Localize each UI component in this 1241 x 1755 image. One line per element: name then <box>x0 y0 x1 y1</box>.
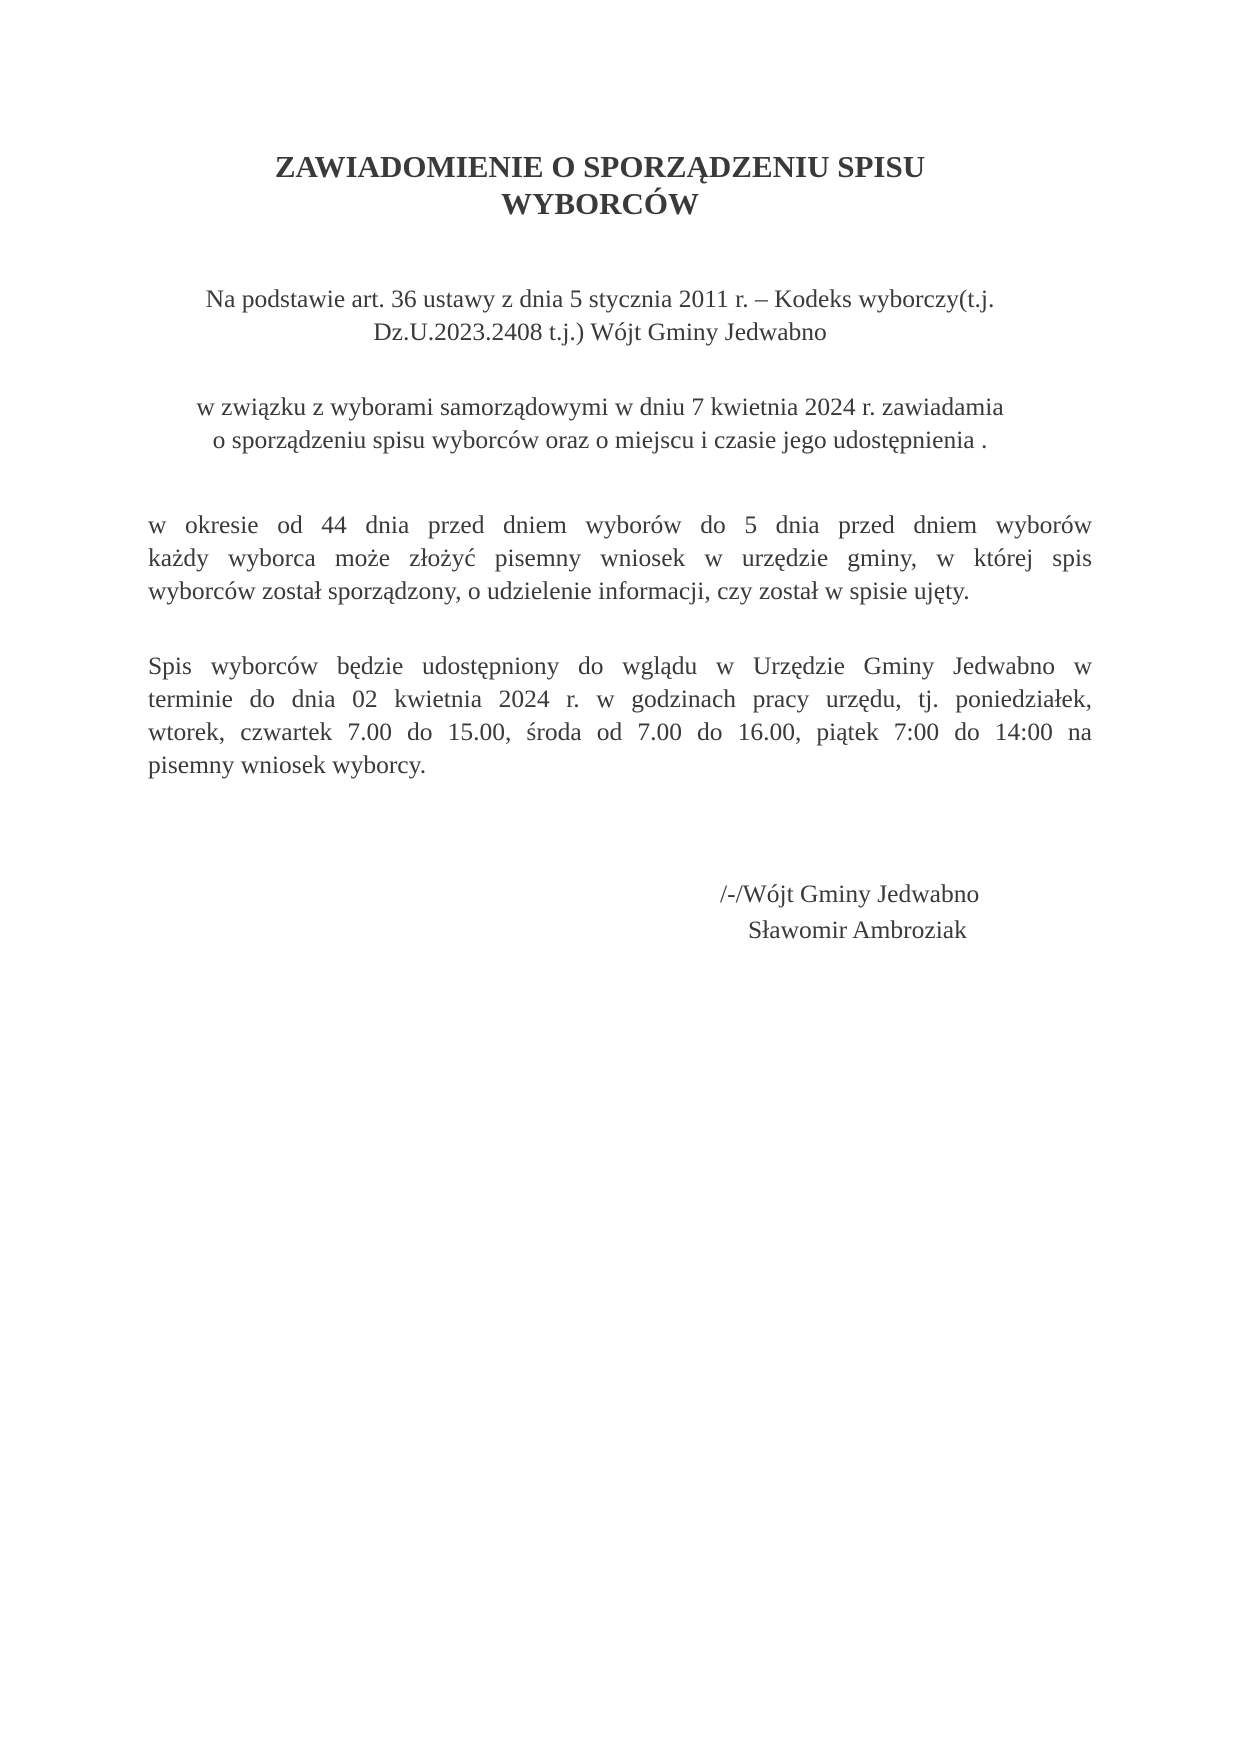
document-title-line: WYBORCÓW <box>500 186 700 221</box>
availability-line: Spis wyborców będzie udostępniony do wglądu w Urzędzie Gminy Jedwabno w <box>148 651 1092 680</box>
signature-block <box>720 876 1060 948</box>
request-period-line: każdy wyborca może złożyć pisemny wniosek w urzędzie gminy, w której spis <box>148 543 1092 572</box>
availability-paragraph <box>148 649 1092 781</box>
announcement-paragraph <box>130 390 1070 456</box>
request-period-paragraph <box>148 508 1092 607</box>
availability-line: terminie do dnia 02 kwietnia 2024 r. w godzinach pracy urzędu, tj. poniedziałek, <box>148 684 1092 713</box>
announcement-line: o sporządzeniu spisu wyborców oraz o miejscu i czasie jego udostępnienia . <box>212 425 988 454</box>
availability-line: pisemny wniosek wyborcy. <box>148 750 427 779</box>
signature-name: Sławomir Ambroziak <box>748 915 967 944</box>
legal-basis-line: Dz.U.2023.2408 t.j.) Wójt Gminy Jedwabno <box>373 317 827 346</box>
availability-line: wtorek, czwartek 7.00 do 15.00, środa od 7.00 do 16.00, piątek 7:00 do 14:00 na <box>148 717 1092 746</box>
document-title-line: ZAWIADOMIENIE O SPORZĄDZENIU SPISU <box>274 149 926 184</box>
legal-basis-line: Na podstawie art. 36 ustawy z dnia 5 stycznia 2011 r. – Kodeks wyborczy(t.j. <box>205 284 995 313</box>
request-period-line: wyborców został sporządzony, o udzielenie informacji, czy został w spisie ujęty. <box>148 576 970 605</box>
signature-title: /-/Wójt Gminy Jedwabno <box>720 879 980 908</box>
announcement-line: w związku z wyborami samorządowymi w dniu 7 kwietnia 2024 r. zawiadamia <box>196 392 1004 421</box>
document-title <box>150 148 1050 222</box>
request-period-line: w okresie od 44 dnia przed dniem wyborów do 5 dnia przed dniem wyborów <box>148 510 1092 539</box>
legal-basis-paragraph <box>130 282 1070 348</box>
